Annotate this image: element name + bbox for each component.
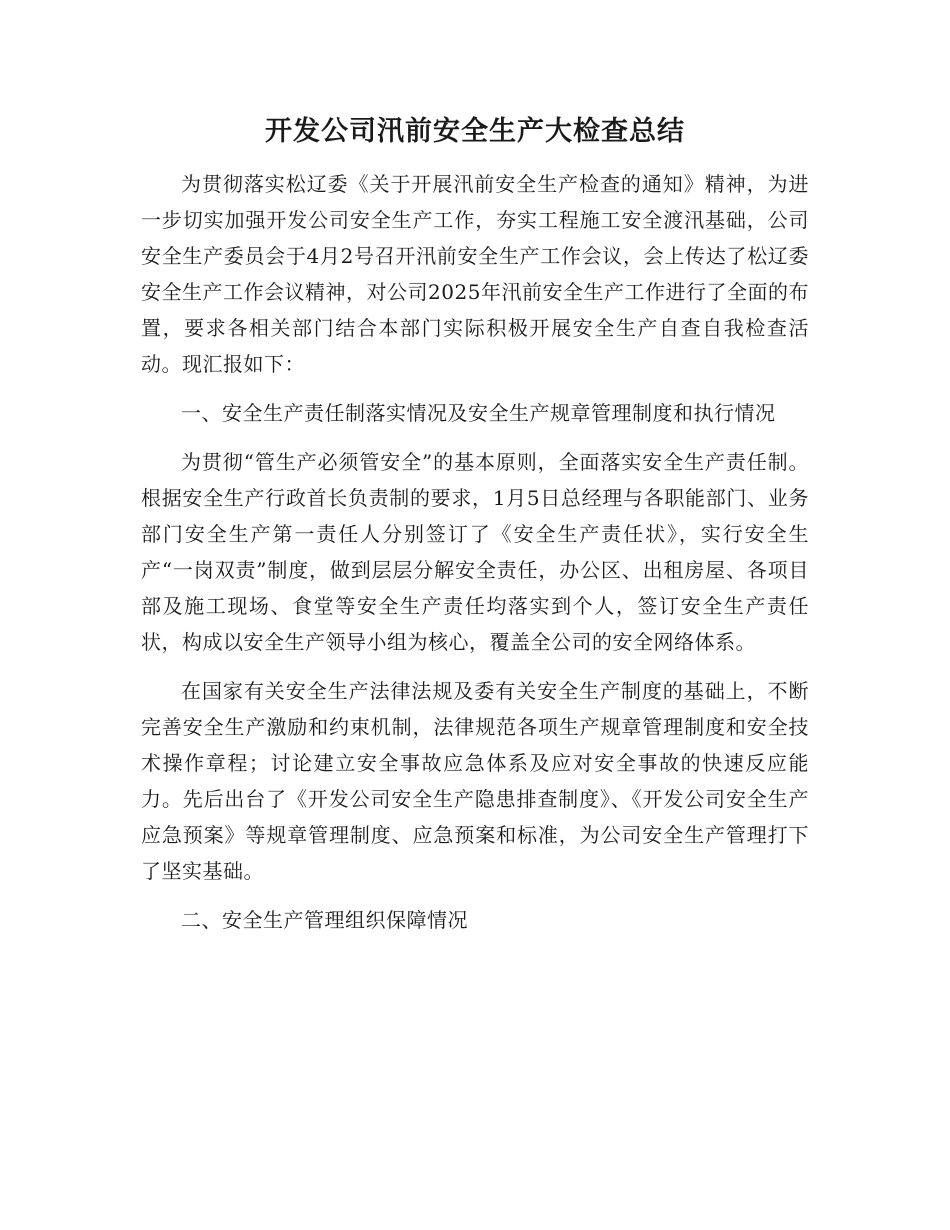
section-heading-1: 一、安全生产责任制落实情况及安全生产规章管理制度和执行情况 xyxy=(181,401,776,425)
document-body xyxy=(141,166,809,951)
paragraph-regulations: 在国家有关安全生产法律法规及委有关安全生产制度的基础上，不断完善安全生产激励和约束机制，法律规范各项生产规章管理制度和安全技术操作章程；讨论建立安全事故应急体系及应对安全事故的快速反应能力。先后出台了《开发公司安全生产隐患排查制度》、《开发公司安全生产应急预案》等规章管理制度、应急预案和标准，为公司安全生产管理打下了坚实基础。 xyxy=(141,679,809,883)
document-title: 开发公司汛前安全生产大检查总结 xyxy=(265,116,685,147)
paragraph-responsibility: 为贯彻“管生产必须管安全”的基本原则，全面落实安全生产责任制。根据安全生产行政首长负责制的要求，1月5日总经理与各职能部门、业务部门安全生产第一责任人分别签订了《安全生产责任状》，实行安全生产“一岗双责”制度，做到层层分解安全责任，办公区、出租房屋、各项目部及施工现场、食堂等安全生产责任均落实到个人，签订安全生产责任状，构成以安全生产领导小组为核心，覆盖全公司的安全网络体系。 xyxy=(141,450,809,654)
section-heading-2: 二、安全生产管理组织保障情况 xyxy=(181,908,468,932)
paragraph-intro: 为贯彻落实松辽委《关于开展汛前安全生产检查的通知》精神，为进一步切实加强开发公司安全生产工作，夯实工程施工安全渡汛基础，公司安全生产委员会于4月2号召开汛前安全生产工作会议，会上传达了松辽委安全生产工作会议精神，对公司2025年汛前安全生产工作进行了全面的布置，要求各相关部门结合本部门实际积极开展安全生产自查自我检查活动。现汇报如下： xyxy=(141,172,809,376)
